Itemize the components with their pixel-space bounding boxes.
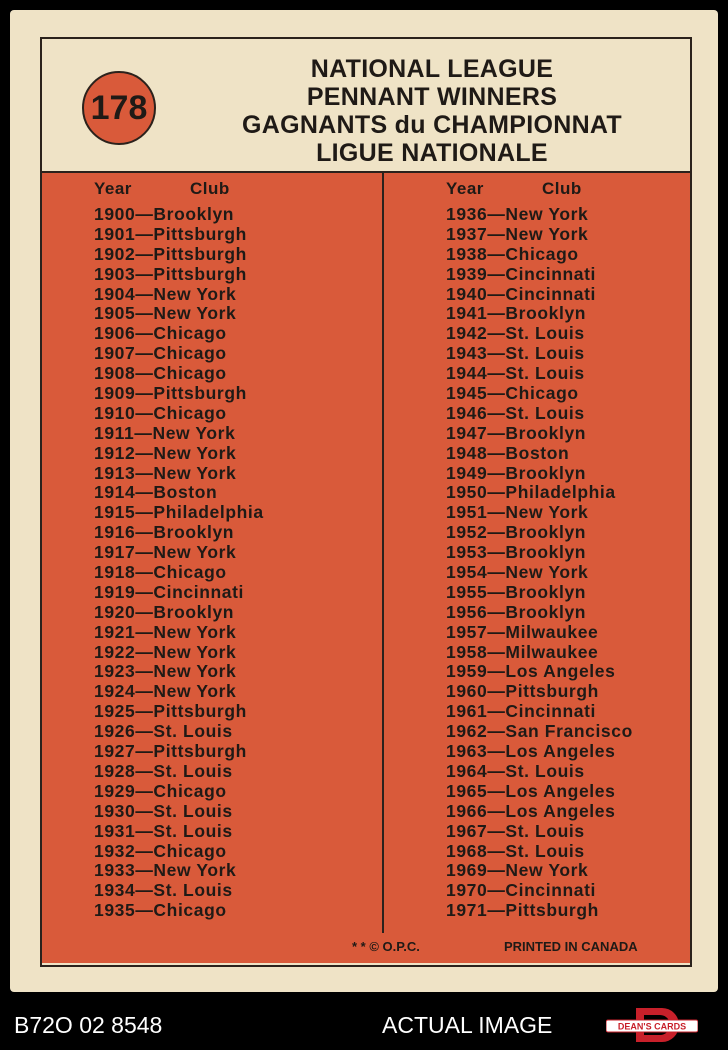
baseball-card [10,10,718,992]
pennant-entry: 1919—Cincinnati [94,581,245,602]
pennant-entry: 1935—Chicago [94,900,227,921]
card-footer [42,931,690,963]
pennant-entry: 1968—St. Louis [446,840,585,861]
card-header [42,39,690,169]
pennant-entry: 1966—Los Angeles [446,800,616,821]
pennant-entry: 1904—New York [94,283,237,304]
pennant-entry: 1945—Chicago [446,383,579,404]
pennant-entry: 1952—Brooklyn [446,522,587,543]
pennant-entry: 1927—Pittsburgh [94,741,247,762]
pennant-entry: 1937—New York [446,223,589,244]
pennant-entry: 1956—Brooklyn [446,601,587,622]
pennant-entry: 1941—Brooklyn [446,303,587,324]
pennant-entry: 1908—Chicago [94,363,227,384]
title-line: NATIONAL LEAGUE [310,55,554,83]
column-header [94,179,264,205]
pennant-entry: 1954—New York [446,562,589,583]
pennant-entry: 1953—Brooklyn [446,542,587,563]
pennant-entry: 1900—Brooklyn [94,204,235,224]
pennant-entry: 1926—St. Louis [94,721,233,742]
pennant-entry: 1903—Pittsburgh [94,263,247,284]
pennant-entry: 1921—New York [94,621,237,642]
pennant-entry: 1961—Cincinnati [446,701,597,722]
pennant-entry: 1947—Brooklyn [446,422,587,443]
pennant-entry: 1922—New York [94,641,237,662]
pennant-entry: 1907—Chicago [94,343,227,364]
pennant-entry: 1964—St. Louis [446,760,585,781]
pennant-entry: 1902—Pittsburgh [94,243,247,264]
pennant-entry: 1948—Boston [446,442,570,463]
pennant-entry: 1955—Brooklyn [446,581,587,602]
pennant-entry: 1942—St. Louis [446,323,585,344]
pennant-entry: 1929—Chicago [94,780,227,801]
pennant-entry: 1965—Los Angeles [446,780,616,801]
pennant-entry: 1969—New York [446,860,589,881]
pennant-entry: 1911—New York [94,422,236,443]
pennant-entry: 1951—New York [446,502,589,523]
club-header: Club [542,179,582,198]
year-header: Year [94,179,132,198]
pennant-entry: 1940—Cincinnati [446,283,597,304]
pennant-entry: 1910—Chicago [94,402,227,423]
right-entry-list [446,205,633,921]
deans-cards-logo [606,1006,698,1044]
pennant-winners-panel [42,171,690,963]
pennant-entry: 1924—New York [94,681,237,702]
pennant-entry: 1934—St. Louis [94,880,233,901]
pennant-entry: 1936—New York [446,204,589,224]
column-header [446,179,633,205]
pennant-entry: 1909—Pittsburgh [94,383,247,404]
pennant-entry: 1957—Milwaukee [446,621,599,642]
pennant-entry: 1914—Boston [94,482,218,503]
pennant-entry: 1933—New York [94,860,237,881]
title-line: GAGNANTS du CHAMPIONNAT [241,111,623,139]
pennant-entry: 1918—Chicago [94,562,227,583]
club-header: Club [190,179,230,198]
pennant-entry: 1962—San Francisco [446,721,633,742]
pennant-entry: 1906—Chicago [94,323,227,344]
pennant-entry: 1950—Philadelphia [446,482,616,503]
pennant-entry: 1960—Pittsburgh [446,681,599,702]
card-frame [40,37,692,967]
pennant-entry: 1946—St. Louis [446,402,585,423]
pennant-entry: 1967—St. Louis [446,820,585,841]
pennant-entry: 1963—Los Angeles [446,741,616,762]
title-line: LIGUE NATIONALE [316,139,548,167]
pennant-entry: 1913—New York [94,462,237,483]
actual-image-label: ACTUAL IMAGE [382,1012,553,1038]
cert-number: B72O 02 8548 [14,1012,163,1038]
pennant-entry: 1938—Chicago [446,243,579,264]
card-title [202,55,662,167]
pennant-entry: 1901—Pittsburgh [94,223,247,244]
pennant-entry: 1923—New York [94,661,237,682]
pennant-entry: 1915—Philadelphia [94,502,264,523]
logo-text: DEAN'S CARDS [617,1021,687,1032]
left-column [94,179,264,921]
left-entry-list [94,205,264,921]
pennant-entry: 1971—Pittsburgh [446,900,599,921]
listing-footer-bar [0,1000,728,1050]
pennant-entry: 1970—Cincinnati [446,880,597,901]
pennant-entry: 1943—St. Louis [446,343,585,364]
pennant-entry: 1932—Chicago [94,840,227,861]
pennant-entry: 1949—Brooklyn [446,462,587,483]
pennant-entry: 1925—Pittsburgh [94,701,247,722]
pennant-entry: 1928—St. Louis [94,760,233,781]
right-column [446,179,633,921]
copyright-text: * * © O.P.C. [352,939,420,954]
pennant-entry: 1939—Cincinnati [446,263,597,284]
pennant-entry: 1958—Milwaukee [446,641,599,662]
pennant-entry: 1905—New York [94,303,237,324]
printed-in-text: PRINTED IN CANADA [504,939,638,954]
card-number-badge: 178 [82,71,156,145]
year-header: Year [446,179,484,198]
pennant-entry: 1931—St. Louis [94,820,233,841]
pennant-entry: 1944—St. Louis [446,363,585,384]
pennant-entry: 1912—New York [94,442,237,463]
pennant-entry: 1920—Brooklyn [94,601,235,622]
pennant-entry: 1916—Brooklyn [94,522,235,543]
pennant-entry: 1917—New York [94,542,237,563]
column-divider [382,173,384,933]
pennant-entry: 1930—St. Louis [94,800,233,821]
pennant-entry: 1959—Los Angeles [446,661,616,682]
title-line: PENNANT WINNERS [306,83,558,111]
